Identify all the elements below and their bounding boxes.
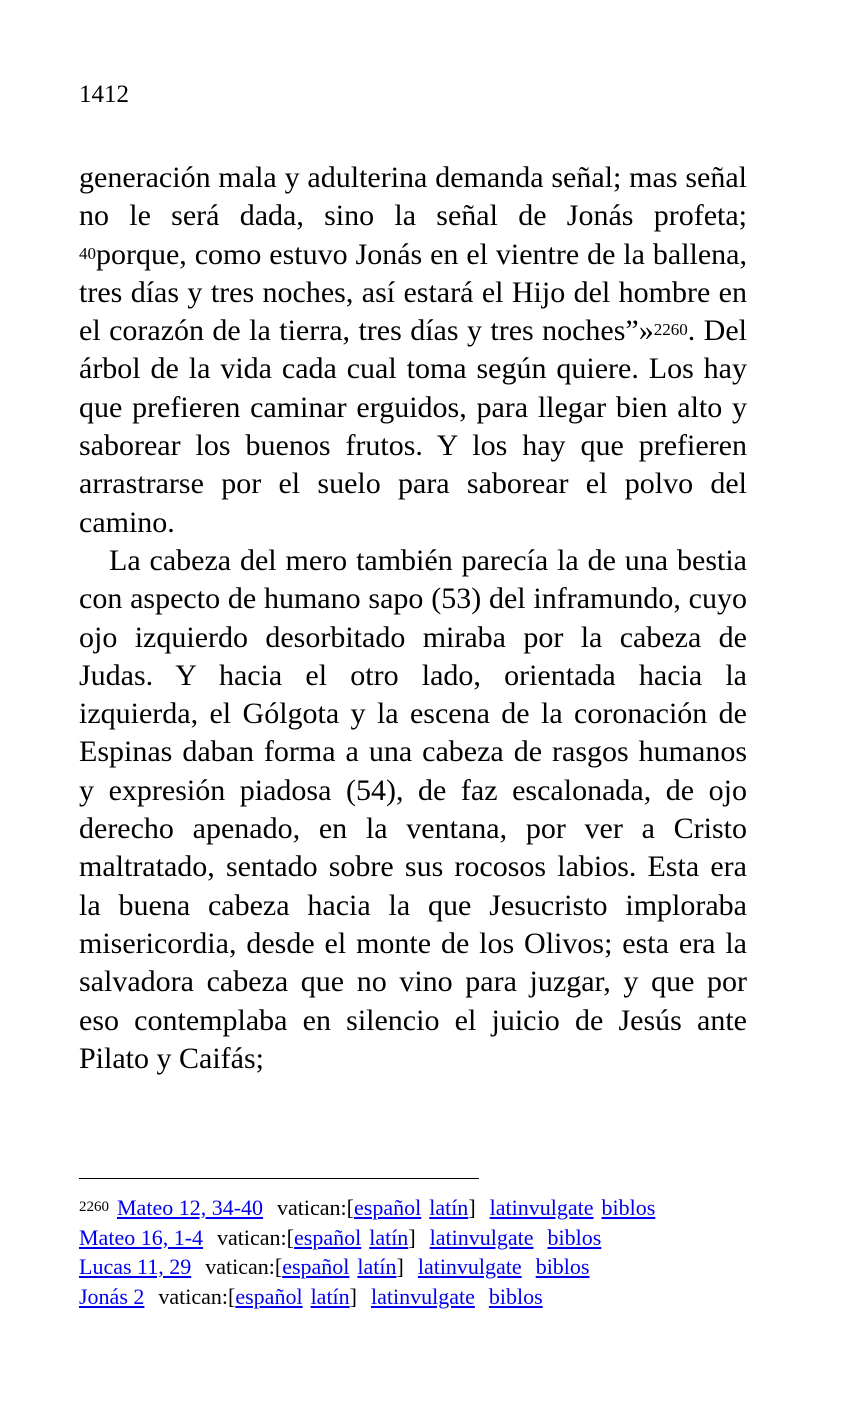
espanol-link[interactable]: español <box>294 1224 362 1250</box>
footnote-line <box>79 1193 759 1223</box>
footnote-line <box>79 1282 759 1312</box>
vatican-label: vatican:[ <box>217 1224 294 1250</box>
latinvulgate-link[interactable]: latinvulgate <box>429 1224 534 1250</box>
paragraph-1-text-after: . Del árbol de la vida cada cual toma según quiere. Los hay que prefieren caminar erguidos, para llegar bien alto y saborear los buenos frutos. Y los hay que prefieren arrastrarse por el suelo para saborear el polvo del camino. <box>79 314 747 539</box>
latinvulgate-link[interactable]: latinvulgate <box>417 1254 522 1279</box>
espanol-link[interactable]: español <box>354 1195 422 1220</box>
verse-number: 40 <box>79 243 96 263</box>
latinvulgate-link[interactable]: latinvulgate <box>371 1283 475 1309</box>
paragraph-1-text-before: generación mala y adulterina demanda señal; mas señal no le será dada, sino la señal de Jonás profeta; <box>79 161 747 233</box>
biblos-link[interactable]: biblos <box>488 1283 543 1309</box>
latin-link[interactable]: latín <box>429 1195 469 1220</box>
page-number: 1412 <box>79 81 129 108</box>
paragraph-2: La cabeza del mero también parecía la de una bestia con aspecto de humano sapo (53) del inframundo, cuyo ojo izquierdo desorbitado miraba por la cabeza de Judas. Y hacia el otro lado, orientada hacia la izquierda, el Gólgota y la escena de la coronación de Espinas daban forma a una cabeza de rasgos humanos y expresión piadosa (54), de faz escalonada, de ojo derecho apenado, en la ventana, por ver a Cristo maltratado, sentado sobre sus rocosos labios. Esta era la buena cabeza hacia la que Jesucristo imploraba misericordia, desde el monte de los Olivos; esta era la salvadora cabeza que no vino para juzgar, y que por eso contemplaba en silencio el juicio de Jesús ante Pilato y Caifás; <box>79 543 747 1075</box>
body-text <box>79 159 747 1078</box>
biblos-link[interactable]: biblos <box>547 1224 602 1250</box>
latin-link[interactable]: latín <box>310 1283 350 1309</box>
latin-link[interactable]: latín <box>369 1224 409 1250</box>
footnote-line <box>79 1252 759 1282</box>
scripture-reference-link[interactable]: Mateo 16, 1-4 <box>79 1224 204 1250</box>
latinvulgate-link[interactable]: latinvulgate <box>489 1195 594 1220</box>
biblos-link[interactable]: biblos <box>601 1195 656 1220</box>
latin-link[interactable]: latín <box>357 1254 397 1279</box>
footnote-divider <box>79 1178 479 1179</box>
scripture-reference-link[interactable]: Mateo 12, 34-40 <box>117 1195 264 1220</box>
paragraph-1 <box>79 159 747 542</box>
footnote-reference[interactable]: 2260 <box>653 320 688 340</box>
vatican-label: vatican:[ <box>205 1254 283 1279</box>
footnotes <box>79 1193 759 1311</box>
vatican-label: vatican:[ <box>158 1283 236 1309</box>
footnote-number: 2260 <box>79 1199 109 1215</box>
footnote-line <box>79 1223 759 1253</box>
vatican-label: vatican:[ <box>277 1195 354 1220</box>
paragraph-1-text-middle: porque, como estuvo Jonás en el vientre de la ballena, tres días y tres noches, así estará el Hijo del hombre en el corazón de la tierra, tres días y tres noches”» <box>79 237 747 348</box>
scripture-reference-link[interactable]: Jonás 2 <box>79 1283 145 1309</box>
biblos-link[interactable]: biblos <box>535 1254 590 1279</box>
bracket-close: ] <box>408 1224 416 1250</box>
bracket-close: ] <box>349 1283 357 1309</box>
scripture-reference-link[interactable]: Lucas 11, 29 <box>79 1254 192 1279</box>
bracket-close: ] <box>396 1254 404 1279</box>
espanol-link[interactable]: español <box>235 1283 303 1309</box>
espanol-link[interactable]: español <box>282 1254 350 1279</box>
bracket-close: ] <box>468 1195 476 1220</box>
